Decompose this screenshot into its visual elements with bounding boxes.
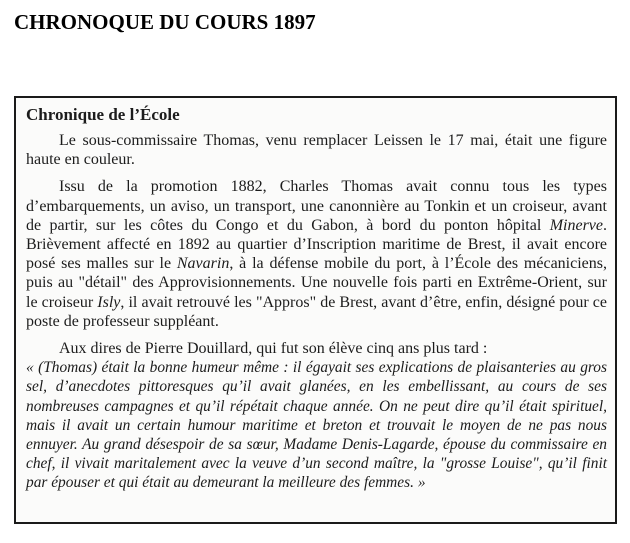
- scanned-excerpt: [14, 96, 617, 524]
- douillard-quote: « (Thomas) était la bonne humeur même : il égayait ses explications de plaisanteries au gros sel, d’anecdotes pittoresques qu’il avait glanées, en les embellissant, au cours de ses nombreuses campagnes et qu’il répétait chaque année. On ne peut dire qu’il était spirituel, mais il avait un certain humour maritime et breton et trouvait le moyen de ne pas nous ennuyer. Au grand désespoir de sa sœur, Madame Denis-Lagarde, épouse du commissaire en chef, il vivait maritalement avec la veuve d’un second maître, la "grosse Louise", qu’il finit par épouser et qui était au demeurant la meilleure des femmes. »: [26, 359, 607, 492]
- excerpt-heading: Chronique de l’École: [26, 105, 180, 124]
- paragraph-douillard: [26, 339, 607, 358]
- career-text-1: Issu de la promotion 1882, Charles Thomas avait connu tous les types d’embarquements, un aviso, un transport, une canonnière au Tonkin et un croiseur, avant de partir, sur les côtes du Congo et du Gabon, à bord du ponton hôpital: [26, 178, 607, 234]
- douillard-intro: Aux dires de Pierre Douillard, qui fut son élève cinq ans plus tard :: [59, 340, 488, 358]
- page-title: CHRONOQUE DU COURS 1897: [14, 10, 316, 34]
- career-text-4: , il avait retrouvé les "Appros" de Brest, avant d’être, enfin, désigné pour ce poste de professeur suppléant.: [26, 293, 608, 330]
- career-text-2: . Brièvement affecté en 1892 au quartier d’Inscription maritime de Brest, il avait encore posé ses malles sur le: [26, 216, 607, 273]
- career-text-3: , à la défense mobile du port, à l’École des mécaniciens, puis au "détail" des Approvisionnements. Une nouvelle fois parti en Extrême-Orient, sur le croiseur: [26, 255, 607, 311]
- paragraph-intro: Le sous-commissaire Thomas, venu remplacer Leissen le 17 mai, était une figure haute en couleur.: [26, 132, 607, 169]
- ship-name-isly: Isly: [97, 293, 121, 311]
- ship-name-minerve: Minerve: [549, 216, 603, 234]
- ship-name-navarin: Navarin: [176, 255, 230, 273]
- paragraph-career: [26, 177, 607, 331]
